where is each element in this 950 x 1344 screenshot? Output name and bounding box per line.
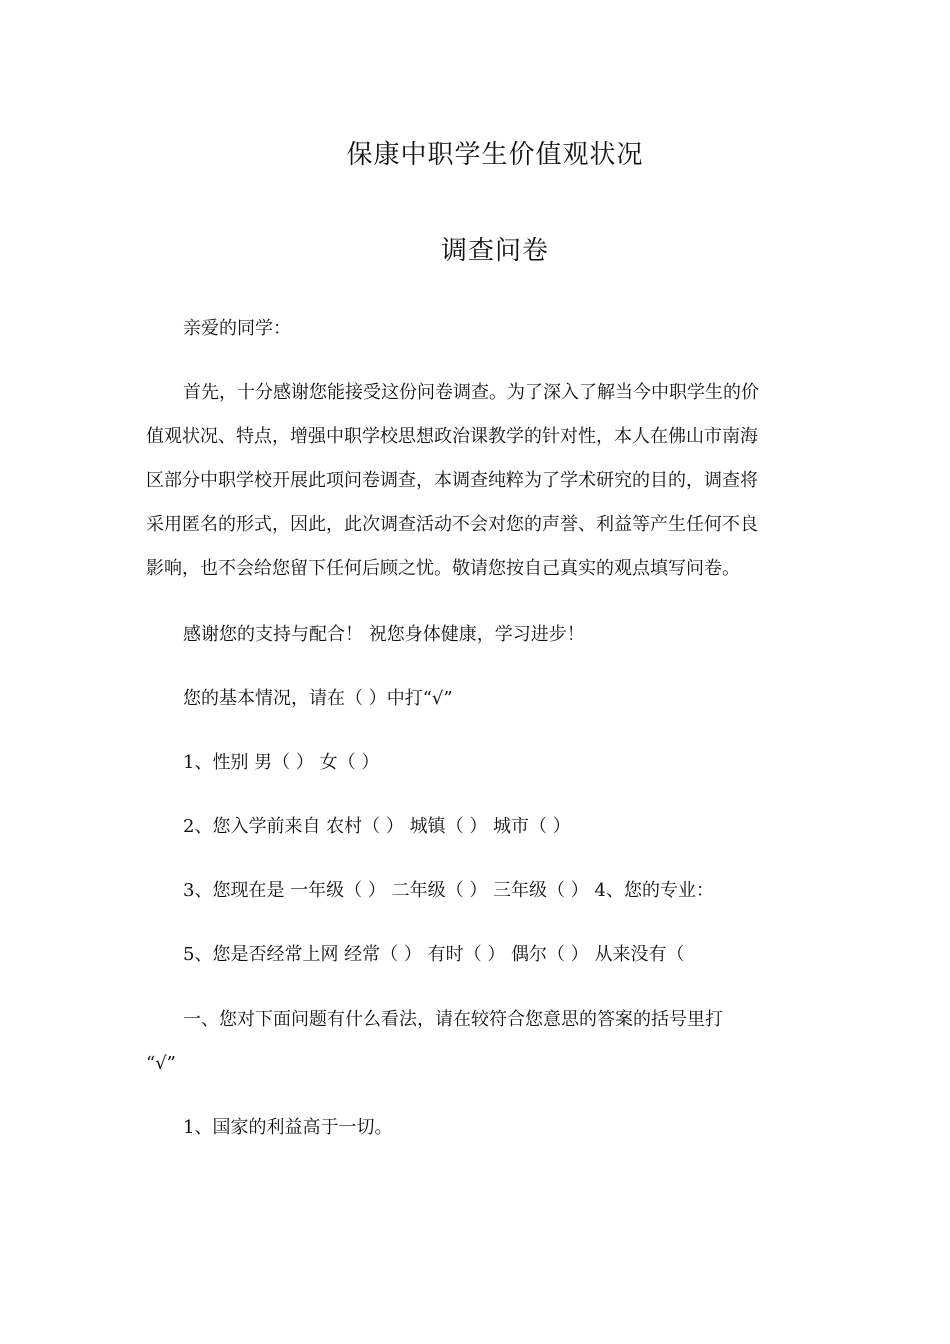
question-grade: 3、您现在是 一年级（ ） 二年级（ ） 三年级（ ） 4、您的专业： [183, 880, 714, 901]
intro-line-3: 区部分中职学校开展此项问卷调查，本调查纯粹为了学术研究的目的，调查将 [146, 470, 758, 491]
salutation: 亲爱的同学： [183, 318, 291, 339]
question-gender: 1、性别 男（ ） 女（ ） [183, 752, 380, 773]
section1-heading: 一、您对下面问题有什么看法，请在较符合您意思的答案的括号里打 [183, 1009, 723, 1030]
thanks-line: 感谢您的支持与配合！ 祝您身体健康，学习进步！ [183, 624, 585, 645]
survey-item-1: 1、国家的利益高于一切。 [183, 1117, 393, 1138]
basic-info-instruction: 您的基本情况，请在（ ）中打“√” [183, 688, 453, 709]
question-internet: 5、您是否经常上网 经常（ ） 有时（ ） 偶尔（ ） 从来没有（ [183, 944, 685, 965]
question-origin: 2、您入学前来自 农村（ ） 城镇（ ） 城市（ ） [183, 816, 571, 837]
doc-title-line2: 调查问卷 [440, 236, 549, 266]
intro-line-5: 影响，也不会给您留下任何后顾之忧。敬请您按自己真实的观点填写问卷。 [146, 558, 740, 579]
doc-title-line1: 保康中职学生价值观状况 [346, 140, 644, 170]
intro-line-1: 首先，十分感谢您能接受这份问卷调查。为了深入了解当今中职学生的价 [183, 382, 759, 403]
intro-line-4: 采用匿名的形式，因此，此次调查活动不会对您的声誉、利益等产生任何不良 [146, 514, 758, 535]
intro-line-2: 值观状况、特点，增强中职学校思想政治课教学的针对性，本人在佛山市南海 [146, 426, 758, 447]
section1-heading-cont: “√” [146, 1053, 176, 1074]
